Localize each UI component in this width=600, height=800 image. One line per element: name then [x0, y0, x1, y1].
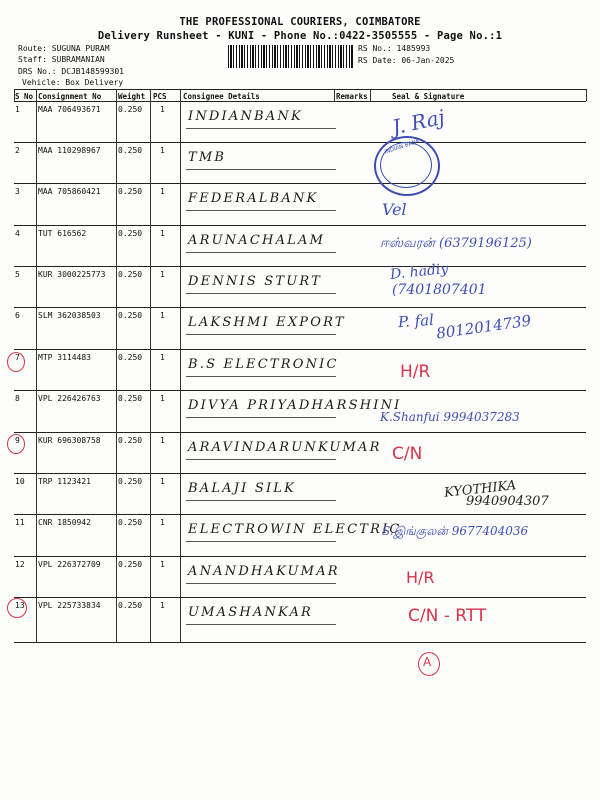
consignee-underline: [186, 624, 336, 625]
row-consignment: SLM 362038503: [38, 311, 101, 320]
row-pcs: 1: [160, 560, 165, 569]
row-weight: 0.250: [118, 560, 143, 569]
consignee-underline: [186, 376, 336, 377]
row-consignee: UMASHANKAR: [188, 605, 314, 620]
row-consignee: TMB: [188, 150, 227, 165]
row-consignment: TUT 616562: [38, 229, 87, 238]
table-top-line: [14, 89, 586, 90]
col-line: [116, 89, 117, 642]
row-weight: 0.250: [118, 229, 143, 238]
row-consignee: ARUNACHALAM: [188, 233, 326, 248]
row-weight: 0.250: [118, 518, 143, 527]
row-sno: 4: [15, 229, 20, 238]
col-line: [586, 89, 587, 101]
row-pcs: 1: [160, 105, 165, 114]
company-title: THE PROFESSIONAL COURIERS, COIMBATORE: [179, 16, 421, 28]
signature-4: ஈஸ்வரன் (6379196125): [380, 236, 532, 251]
row-13-circle: [7, 598, 27, 618]
signature-3: Vel: [382, 200, 407, 219]
row-separator: [14, 225, 586, 226]
route: Route: SUGUNA PURAM: [18, 44, 110, 53]
row-consignment: KUR 696308758: [38, 436, 101, 445]
row-sno: 1: [15, 105, 20, 114]
row-weight: 0.250: [118, 311, 143, 320]
seal-stamp-text: INDIAN BANK: [383, 138, 421, 156]
rs-date: RS Date: 06-Jan-2025: [358, 56, 455, 65]
signature-10-name: KYOTHIKA: [443, 478, 517, 501]
col-line: [370, 89, 371, 101]
signature-1: J. Raj: [390, 104, 447, 140]
consignee-underline: [186, 417, 336, 418]
row-sno: 12: [15, 560, 25, 569]
signature-5-phone: (7401807401: [392, 282, 487, 298]
row-pcs: 1: [160, 394, 165, 403]
row-weight: 0.250: [118, 146, 143, 155]
vehicle: Vehicle: Box Delivery: [22, 78, 124, 87]
signature-8: K.Shanfui 9994037283: [380, 410, 520, 424]
row-sno: 2: [15, 146, 20, 155]
row-separator: [14, 473, 586, 474]
row-consignee: INDIANBANK: [188, 109, 303, 124]
row-weight: 0.250: [118, 394, 143, 403]
consignee-underline: [186, 334, 336, 335]
row-pcs: 1: [160, 477, 165, 486]
consignee-underline: [186, 583, 336, 584]
row-pcs: 1: [160, 311, 165, 320]
col-header-remarks: Remarks: [336, 92, 368, 101]
row-consignment: VPL 226426763: [38, 394, 101, 403]
drs-number: DRS No.: DCJB148599301: [18, 67, 124, 76]
row-sno: 5: [15, 270, 20, 279]
remark-7: H/R: [400, 362, 431, 382]
row-sno: 6: [15, 311, 20, 320]
row-separator: [14, 556, 586, 557]
staff: Staff: SUBRAMANIAN: [18, 55, 105, 64]
row-consignment: MAA 110298967: [38, 146, 101, 155]
col-header-consignment: Consignment No: [38, 92, 102, 101]
barcode: [228, 45, 354, 68]
row-consignee: ARAVINDARUNKUMAR: [188, 440, 382, 455]
row-consignment: MAA 705860421: [38, 187, 101, 196]
row-pcs: 1: [160, 518, 165, 527]
col-line: [36, 89, 37, 642]
rs-number: RS No.: 1485993: [358, 44, 431, 53]
row-weight: 0.250: [118, 477, 143, 486]
row-separator: [14, 642, 586, 643]
signature-10-phone: 9940904307: [466, 494, 549, 509]
row-sno: 10: [15, 477, 25, 486]
remark-12: H/R: [406, 568, 435, 587]
row-weight: 0.250: [118, 105, 143, 114]
row-consignment: VPL 226372709: [38, 560, 101, 569]
row-consignee: ELECTROWIN ELECTRIC: [188, 522, 402, 537]
row-separator: [14, 432, 586, 433]
row-sno: 11: [15, 518, 25, 527]
row-weight: 0.250: [118, 270, 143, 279]
signature-5-name: D. hadiy: [389, 260, 450, 284]
row-consignee: LAKSHMI EXPORT: [188, 315, 346, 330]
row-separator: [14, 390, 586, 391]
row-consignee: FEDERALBANK: [188, 191, 319, 206]
col-line: [180, 89, 181, 642]
row-consignee: DIVYA PRIYADHARSHINI: [188, 398, 402, 413]
consignee-underline: [186, 128, 336, 129]
row-pcs: 1: [160, 436, 165, 445]
row-pcs: 1: [160, 353, 165, 362]
runsheet-subtitle: Delivery Runsheet - KUNI - Phone No.:0422-3505555 - Page No.:1: [97, 30, 503, 42]
col-header-weight: Weight: [118, 92, 146, 101]
col-header-pcs: PCS: [153, 92, 167, 101]
row-separator: [14, 307, 586, 308]
row-7-circle: [7, 352, 25, 372]
row-sno: 13: [15, 601, 25, 610]
row-pcs: 1: [160, 229, 165, 238]
row-sno: 7: [15, 353, 20, 362]
row-weight: 0.250: [118, 601, 143, 610]
consignee-underline: [186, 459, 336, 460]
consignee-underline: [186, 252, 336, 253]
consignee-underline: [186, 293, 336, 294]
col-line: [150, 89, 151, 642]
row-weight: 0.250: [118, 353, 143, 362]
row-pcs: 1: [160, 601, 165, 610]
row-consignment: VPL 225733834: [38, 601, 101, 610]
col-header-signature: Seal & Signature: [392, 92, 465, 101]
row-separator: [14, 514, 586, 515]
row-separator: [14, 183, 586, 184]
row-consignee: ANANDHAKUMAR: [188, 564, 340, 579]
col-header-consignee: Consignee Details: [183, 92, 260, 101]
row-separator: [14, 142, 586, 143]
row-separator: [14, 597, 586, 598]
signature-6-phone: 8012014739: [435, 311, 533, 343]
row-sno: 8: [15, 394, 20, 403]
row-consignment: KUR 3000225773: [38, 270, 106, 279]
remark-13: C/N - RTT: [408, 606, 487, 626]
row-separator: [14, 349, 586, 350]
header-bottom-line: [14, 101, 586, 102]
signature-6-name: P. fal: [397, 310, 435, 332]
row-separator: [14, 266, 586, 267]
consignee-underline: [186, 541, 336, 542]
row-weight: 0.250: [118, 436, 143, 445]
row-consignment: MTP 3114483: [38, 353, 91, 362]
row-weight: 0.250: [118, 187, 143, 196]
note-mark: A: [423, 655, 432, 669]
row-consignment: TRP 1123421: [38, 477, 91, 486]
consignee-underline: [186, 169, 336, 170]
row-consignment: MAA 706493671: [38, 105, 101, 114]
row-9-circle: [7, 434, 25, 454]
row-sno: 9: [15, 436, 20, 445]
col-line: [334, 89, 335, 101]
row-consignment: CNR 1850942: [38, 518, 91, 527]
col-header-sno: S No: [15, 92, 34, 101]
signature-11: S.இங்குலன் 9677404036: [382, 524, 529, 538]
row-consignee: BALAJI SILK: [188, 481, 297, 496]
row-consignee: B.S ELECTRONIC: [188, 357, 339, 372]
row-pcs: 1: [160, 146, 165, 155]
row-pcs: 1: [160, 270, 165, 279]
remark-9: C/N: [392, 444, 423, 464]
consignee-underline: [186, 500, 336, 501]
consignee-underline: [186, 210, 336, 211]
row-consignee: DENNIS STURT: [188, 274, 322, 289]
row-sno: 3: [15, 187, 20, 196]
row-pcs: 1: [160, 187, 165, 196]
